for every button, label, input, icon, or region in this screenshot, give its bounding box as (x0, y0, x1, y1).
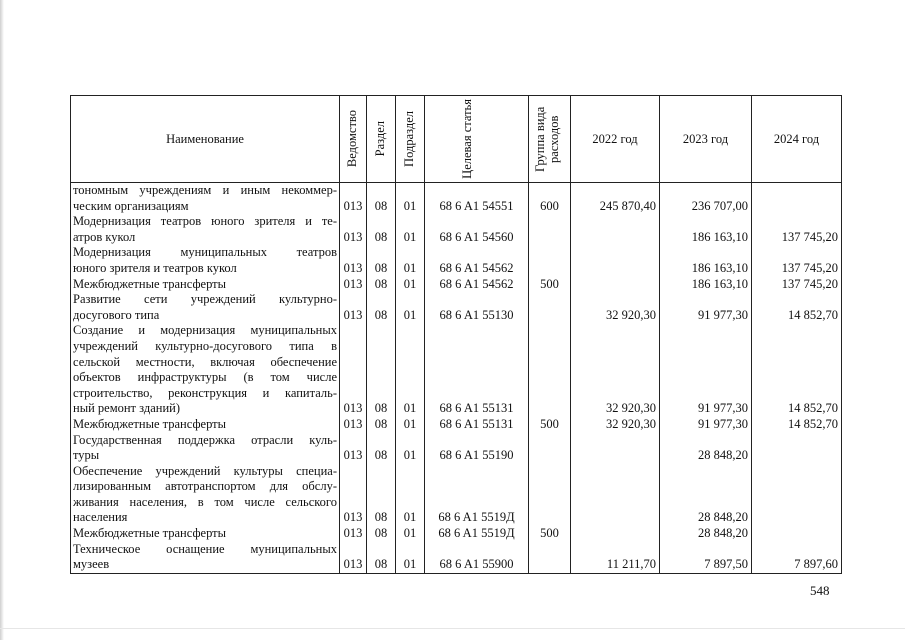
row-razdel: 08 (367, 417, 396, 433)
row-name-line: Техническое оснащение муниципальных (73, 541, 337, 556)
row-amount-2023: 186 163,10 (660, 214, 752, 245)
row-tselevaya-statya: 68 6 A1 54560 (425, 214, 529, 245)
row-name-line: тономным учреждениям и иным некоммер- (73, 183, 337, 197)
table-row (71, 542, 842, 574)
row-name-line: объектов инфраструктуры (в том числе (73, 370, 337, 385)
header-2023: 2023 год (660, 96, 752, 183)
row-amount-2024: 137 745,20 (752, 245, 842, 276)
row-gruppa (529, 214, 571, 245)
row-vedomstvo: 013 (340, 183, 367, 215)
row-vedomstvo: 013 (340, 214, 367, 245)
row-name-line: Государственная поддержка отрасли куль- (73, 432, 337, 447)
row-name-line: учреждений культурно-досугового типа в (73, 338, 337, 353)
row-gruppa (529, 292, 571, 323)
row-name-line: Межбюджетные трансферты (73, 416, 227, 431)
row-name-line: Межбюджетные трансферты (73, 276, 227, 291)
row-amount-2023: 186 163,10 (660, 277, 752, 293)
row-podrazdel: 01 (396, 526, 425, 542)
header-vedomstvo: Ведомство (340, 96, 367, 183)
row-amount-2022: 11 211,70 (571, 542, 660, 574)
row-amount-2024 (752, 183, 842, 215)
scan-edge-shadow (0, 0, 4, 640)
row-name (71, 183, 340, 215)
table-row (71, 183, 842, 215)
header-name: Наименование (71, 96, 340, 183)
row-name (71, 464, 340, 526)
header-2022: 2022 год (571, 96, 660, 183)
row-name-line: Модернизация муниципальных театров (73, 245, 337, 260)
page-number: 548 (810, 583, 830, 598)
row-razdel: 08 (367, 214, 396, 245)
row-vedomstvo: 013 (340, 542, 367, 574)
row-name-line: атров кукол (73, 229, 136, 244)
row-amount-2022: 32 920,30 (571, 292, 660, 323)
row-amount-2024: 137 745,20 (752, 214, 842, 245)
row-amount-2023: 91 977,30 (660, 323, 752, 417)
row-vedomstvo: 013 (340, 292, 367, 323)
row-amount-2023: 91 977,30 (660, 292, 752, 323)
row-gruppa: 500 (529, 417, 571, 433)
row-amount-2024 (752, 433, 842, 464)
row-podrazdel: 01 (396, 433, 425, 464)
row-podrazdel: 01 (396, 245, 425, 276)
row-tselevaya-statya: 68 6 A1 54562 (425, 245, 529, 276)
row-gruppa (529, 323, 571, 417)
header-razdel: Раздел (367, 96, 396, 183)
row-name (71, 277, 340, 293)
row-vedomstvo: 013 (340, 323, 367, 417)
row-razdel: 08 (367, 323, 396, 417)
row-gruppa: 600 (529, 183, 571, 215)
row-name (71, 323, 340, 417)
row-name (71, 292, 340, 323)
row-podrazdel: 01 (396, 323, 425, 417)
row-tselevaya-statya: 68 6 A1 55130 (425, 292, 529, 323)
header-tselevaya-statya: Целевая статья (425, 96, 529, 183)
row-amount-2022: 245 870,40 (571, 183, 660, 215)
row-name (71, 417, 340, 433)
row-vedomstvo: 013 (340, 526, 367, 542)
row-amount-2023: 186 163,10 (660, 245, 752, 276)
row-tselevaya-statya: 68 6 A1 55131 (425, 323, 529, 417)
row-gruppa: 500 (529, 277, 571, 293)
row-podrazdel: 01 (396, 183, 425, 215)
row-amount-2022 (571, 214, 660, 245)
row-razdel: 08 (367, 542, 396, 574)
row-name-line: юного зрителя и театров кукол (73, 260, 237, 275)
row-gruppa: 500 (529, 526, 571, 542)
row-tselevaya-statya: 68 6 A1 5519Д (425, 526, 529, 542)
row-amount-2022: 32 920,30 (571, 417, 660, 433)
row-amount-2024: 7 897,60 (752, 542, 842, 574)
budget-table (70, 95, 842, 574)
row-razdel: 08 (367, 464, 396, 526)
table-row (71, 292, 842, 323)
row-gruppa (529, 542, 571, 574)
row-amount-2024: 14 852,70 (752, 292, 842, 323)
row-amount-2023: 236 707,00 (660, 183, 752, 215)
table-row (71, 214, 842, 245)
row-amount-2022 (571, 277, 660, 293)
row-amount-2024: 14 852,70 (752, 417, 842, 433)
row-name (71, 526, 340, 542)
row-amount-2023: 91 977,30 (660, 417, 752, 433)
row-podrazdel: 01 (396, 214, 425, 245)
row-amount-2024: 14 852,70 (752, 323, 842, 417)
scan-bottom-edge (0, 628, 905, 629)
row-podrazdel: 01 (396, 292, 425, 323)
row-razdel: 08 (367, 277, 396, 293)
row-name-line: сельской местности, включая обеспечение (73, 354, 337, 369)
row-tselevaya-statya: 68 6 A1 54562 (425, 277, 529, 293)
table-row (71, 417, 842, 433)
row-tselevaya-statya: 68 6 A1 55900 (425, 542, 529, 574)
row-name (71, 542, 340, 574)
row-gruppa (529, 464, 571, 526)
row-name-line: живания населения, в том числе сельского (73, 494, 337, 509)
table-body (71, 183, 842, 574)
row-tselevaya-statya: 68 6 A1 5519Д (425, 464, 529, 526)
row-vedomstvo: 013 (340, 433, 367, 464)
row-razdel: 08 (367, 292, 396, 323)
row-amount-2022 (571, 433, 660, 464)
row-name (71, 433, 340, 464)
row-razdel: 08 (367, 433, 396, 464)
row-name-line: Межбюджетные трансферты (73, 526, 227, 541)
row-amount-2022: 32 920,30 (571, 323, 660, 417)
row-name-line: досугового типа (73, 307, 160, 322)
row-podrazdel: 01 (396, 417, 425, 433)
row-vedomstvo: 013 (340, 277, 367, 293)
table-row (71, 277, 842, 293)
row-amount-2024: 137 745,20 (752, 277, 842, 293)
row-name-line: туры (73, 448, 100, 463)
table-row (71, 526, 842, 542)
row-vedomstvo: 013 (340, 464, 367, 526)
row-name (71, 214, 340, 245)
row-razdel: 08 (367, 245, 396, 276)
row-name-line: ный ремонт зданий) (73, 401, 180, 416)
row-razdel: 08 (367, 526, 396, 542)
row-vedomstvo: 013 (340, 417, 367, 433)
row-amount-2023: 28 848,20 (660, 433, 752, 464)
row-name-line: Развитие сети учреждений культурно- (73, 292, 337, 307)
table-row (71, 245, 842, 276)
row-vedomstvo: 013 (340, 245, 367, 276)
row-name-line: строительство, реконструкция и капиталь- (73, 385, 337, 400)
row-amount-2023: 28 848,20 (660, 526, 752, 542)
row-tselevaya-statya: 68 6 A1 55190 (425, 433, 529, 464)
header-podrazdel: Подраздел (396, 96, 425, 183)
row-tselevaya-statya: 68 6 A1 55131 (425, 417, 529, 433)
table-header (71, 96, 842, 183)
row-name-line: Обеспечение учреждений культуры специа- (73, 463, 337, 478)
row-razdel: 08 (367, 183, 396, 215)
row-gruppa (529, 245, 571, 276)
row-podrazdel: 01 (396, 542, 425, 574)
row-amount-2023: 28 848,20 (660, 464, 752, 526)
table-row (71, 464, 842, 526)
row-podrazdel: 01 (396, 277, 425, 293)
table-row (71, 323, 842, 417)
row-amount-2023: 7 897,50 (660, 542, 752, 574)
row-name-line: населения (73, 510, 128, 525)
row-amount-2022 (571, 464, 660, 526)
row-amount-2022 (571, 245, 660, 276)
row-name-line: музеев (73, 557, 110, 572)
row-name-line: лизированным автотранспортом для обслу- (73, 479, 337, 494)
row-podrazdel: 01 (396, 464, 425, 526)
row-name-line: ческим организациям (73, 198, 189, 213)
row-name-line: Модернизация театров юного зрителя и те- (73, 214, 337, 229)
row-tselevaya-statya: 68 6 A1 54551 (425, 183, 529, 215)
row-amount-2024 (752, 464, 842, 526)
header-gruppa-vida-rashodov: Группа вида расходов (529, 96, 571, 183)
row-amount-2024 (752, 526, 842, 542)
row-name (71, 245, 340, 276)
header-2024: 2024 год (752, 96, 842, 183)
row-name-line: Создание и модернизация муниципальных (73, 323, 337, 338)
row-amount-2022 (571, 526, 660, 542)
row-gruppa (529, 433, 571, 464)
table-row (71, 433, 842, 464)
